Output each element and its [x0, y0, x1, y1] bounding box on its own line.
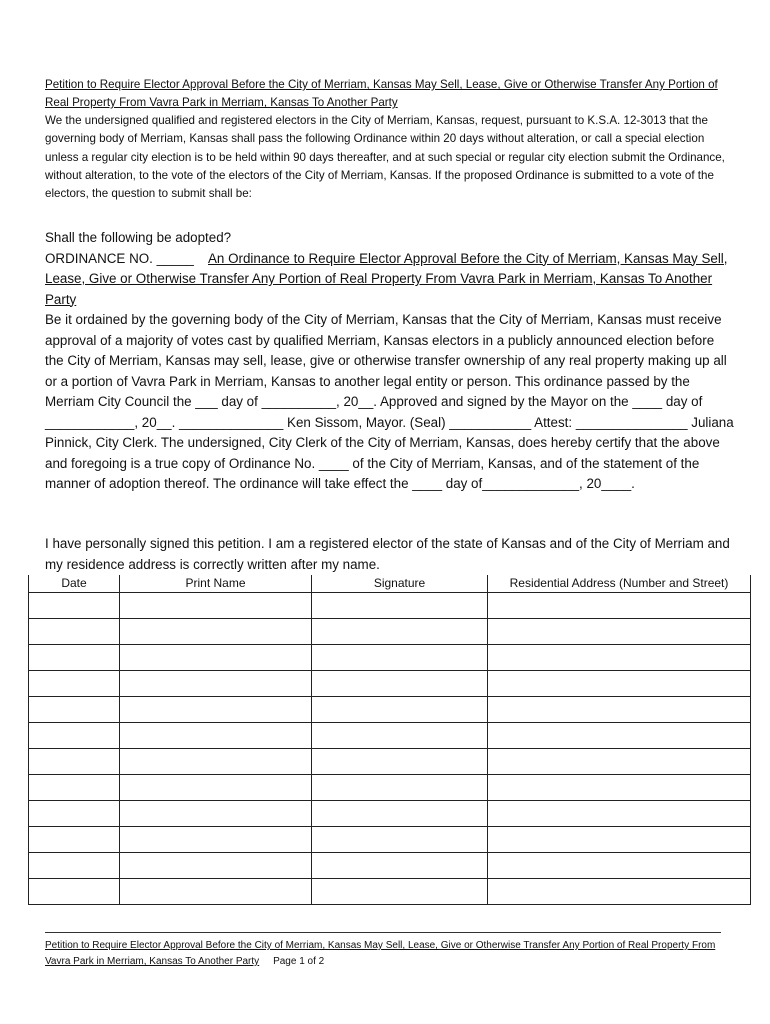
table-row	[29, 671, 751, 697]
ordinance-question	[45, 228, 735, 310]
signature-cell[interactable]	[312, 749, 488, 775]
address-cell[interactable]	[488, 723, 751, 749]
table-row	[29, 827, 751, 853]
table-row	[29, 879, 751, 905]
table-row	[29, 853, 751, 879]
ordinance-title: An Ordinance to Require Elector Approval Before the City of Merriam, Kansas May Sell, Lease, Give or Otherwise Transfer Any Portion of Real Property From Vavra Park in Merriam, Kansas To Another Party	[45, 250, 728, 307]
signature-table	[28, 575, 751, 905]
question-line: Shall the following be adopted?	[45, 230, 232, 245]
date-cell[interactable]	[29, 723, 120, 749]
table-row	[29, 749, 751, 775]
header-print-name: Print Name	[120, 575, 312, 593]
signature-cell[interactable]	[312, 723, 488, 749]
address-cell[interactable]	[488, 593, 751, 619]
table-row	[29, 801, 751, 827]
print-name-cell[interactable]	[120, 879, 312, 905]
signer-statement: I have personally signed this petition. I am a registered elector of the state of Kansas and of the City of Merriam and my residence address is correctly written after my name.	[45, 536, 730, 572]
date-cell[interactable]	[29, 671, 120, 697]
date-cell[interactable]	[29, 879, 120, 905]
header-signature: Signature	[312, 575, 488, 593]
date-cell[interactable]	[29, 749, 120, 775]
ordinance-body: Be it ordained by the governing body of the City of Merriam, Kansas that the City of Merriam, Kansas must receive approval of a majority of votes cast by qualified Merriam, Kansas electors in a publicly announced election before the City of Merriam, Kansas may sell, lease, give or otherwise transfer ownership of any real property making up all or a portion of Vavra Park in Merriam, Kansas to another legal entity or person. This ordinance passed by the Merriam City Council the ___ day of __________, 20__. Approved and signed by the Mayor on the ____ day of ____________, 20__. ______________ Ken Sissom, Mayor. (Seal) ___________ Attest: _______________ Juliana Pinnick, City Clerk. The undersigned, City Clerk of the City of Merriam, Kansas, does hereby certify that the above and foregoing is a true copy of Ordinance No. ____ of the City of Merriam, Kansas, and of the statement of the manner of adoption thereof. The ordinance will take effect the ____ day of_____________, 20____.	[45, 312, 734, 491]
signature-cell[interactable]	[312, 671, 488, 697]
print-name-cell[interactable]	[120, 619, 312, 645]
signature-cell[interactable]	[312, 593, 488, 619]
address-cell[interactable]	[488, 853, 751, 879]
address-cell[interactable]	[488, 749, 751, 775]
ordinance-number-label: ORDINANCE NO. _____	[45, 250, 194, 266]
print-name-cell[interactable]	[120, 801, 312, 827]
page-number: Page 1 of 2	[273, 956, 325, 967]
date-cell[interactable]	[29, 697, 120, 723]
date-cell[interactable]	[29, 853, 120, 879]
print-name-cell[interactable]	[120, 775, 312, 801]
date-cell[interactable]	[29, 801, 120, 827]
header-date: Date	[29, 575, 120, 593]
signature-rows	[29, 593, 751, 905]
date-cell[interactable]	[29, 775, 120, 801]
signature-cell[interactable]	[312, 619, 488, 645]
address-cell[interactable]	[488, 879, 751, 905]
date-cell[interactable]	[29, 827, 120, 853]
address-cell[interactable]	[488, 671, 751, 697]
address-cell[interactable]	[488, 827, 751, 853]
print-name-cell[interactable]	[120, 749, 312, 775]
signature-cell[interactable]	[312, 645, 488, 671]
table-row	[29, 593, 751, 619]
address-cell[interactable]	[488, 645, 751, 671]
date-cell[interactable]	[29, 645, 120, 671]
signature-cell[interactable]	[312, 801, 488, 827]
signature-cell[interactable]	[312, 853, 488, 879]
page-footer	[45, 938, 735, 970]
address-cell[interactable]	[488, 775, 751, 801]
address-cell[interactable]	[488, 697, 751, 723]
print-name-cell[interactable]	[120, 671, 312, 697]
signature-cell[interactable]	[312, 775, 488, 801]
table-row	[29, 645, 751, 671]
table-row	[29, 775, 751, 801]
table-row	[29, 619, 751, 645]
print-name-cell[interactable]	[120, 645, 312, 671]
address-cell[interactable]	[488, 619, 751, 645]
signature-cell[interactable]	[312, 879, 488, 905]
print-name-cell[interactable]	[120, 853, 312, 879]
date-cell[interactable]	[29, 593, 120, 619]
date-cell[interactable]	[29, 619, 120, 645]
footer-divider	[45, 932, 721, 933]
table-row	[29, 723, 751, 749]
petition-title: Petition to Require Elector Approval Before the City of Merriam, Kansas May Sell, Lease, Give or Otherwise Transfer Any Portion of Real Property From Vavra Park in Merriam, Kansas To Another Party	[45, 78, 718, 109]
print-name-cell[interactable]	[120, 827, 312, 853]
address-cell[interactable]	[488, 801, 751, 827]
table-row	[29, 697, 751, 723]
header-address: Residential Address (Number and Street)	[488, 575, 751, 593]
print-name-cell[interactable]	[120, 697, 312, 723]
signature-cell[interactable]	[312, 697, 488, 723]
table-header-row	[29, 575, 751, 593]
intro-paragraph: We the undersigned qualified and registered electors in the City of Merriam, Kansas, request, pursuant to K.S.A. 12-3013 that the governing body of Merriam, Kansas shall pass the following Ordinance within 20 days without alteration, or call a special election unless a regular city election is to be held within 90 days thereafter, and at such special or regular city election submit the Ordinance, without alteration, to the vote of the electors of the City of Merriam, Kansas. If the proposed Ordinance is submitted to a vote of the electors, the question to submit shall be:	[45, 114, 725, 201]
print-name-cell[interactable]	[120, 723, 312, 749]
print-name-cell[interactable]	[120, 593, 312, 619]
footer-title: Petition to Require Elector Approval Before the City of Merriam, Kansas May Sell, Lease, Give or Otherwise Transfer Any Portion of Real Property From Vavra Park in Merriam, Kansas To Another Party	[45, 940, 716, 967]
signature-cell[interactable]	[312, 827, 488, 853]
ordinance-heading	[45, 249, 735, 311]
